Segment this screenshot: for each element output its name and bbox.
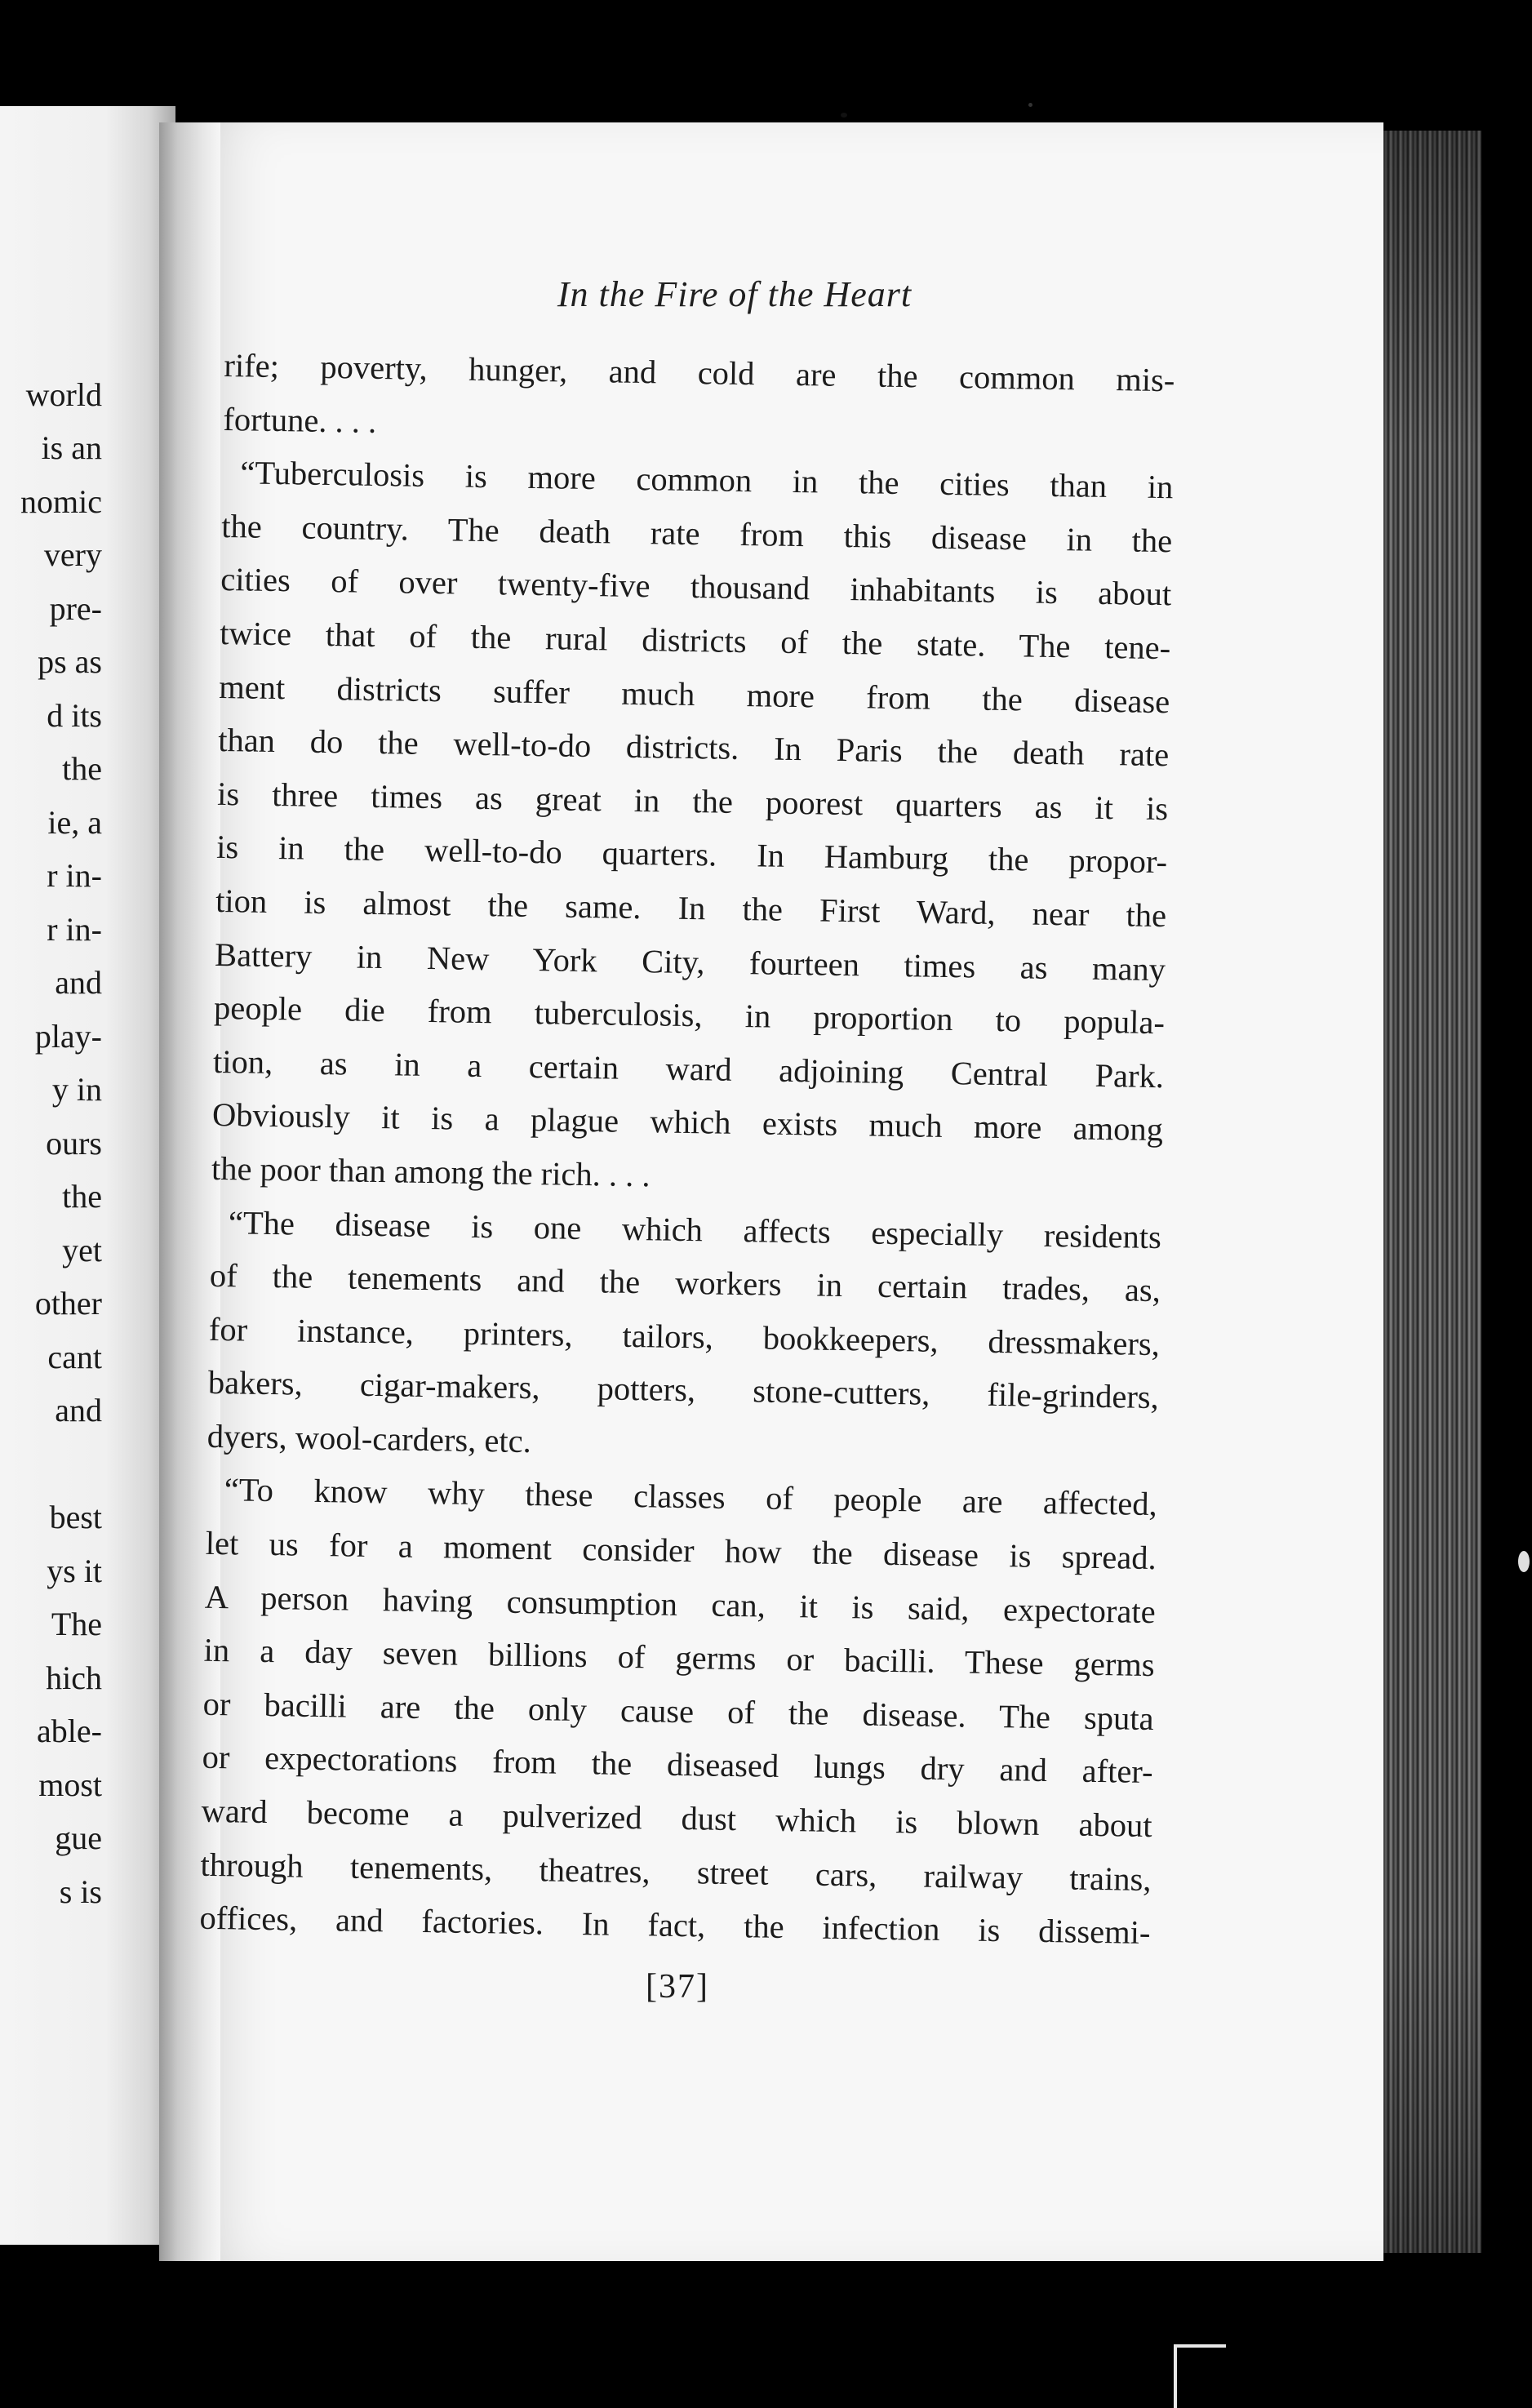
left-line: r in- [47,857,102,894]
text-line: ward become a pulverized dust which is blown about [201,1792,1152,1845]
text-line: than do the well-to-do districts. In Paris the death rate [217,722,1170,774]
text-line: “To know why these classes of people are affected, [224,1471,1158,1523]
scan-corner-mark [1174,2344,1177,2408]
left-line: r in- [47,910,102,948]
text-line: people die from tuberculosis, in proportion to popula- [213,989,1166,1042]
text-line: ment districts suffer much more from the disease [218,668,1170,720]
text-line: dyers, wool-carders, etc. [206,1417,532,1459]
text-line: the country. The death rate from this disease in the [221,507,1173,560]
left-line: d its [47,696,102,734]
scan-corner-mark [1174,2344,1226,2348]
text-line: for instance, printers, tailors, bookkeepers, dressmakers, [208,1310,1161,1362]
text-line: Battery in New York City, fourteen times as many [214,935,1166,988]
left-line: the [62,750,102,787]
left-line: best [49,1499,102,1535]
text-line: in a day seven billions of germs or bacilli. These germs [203,1632,1155,1684]
left-line: play- [34,1017,102,1055]
page-number: [37] [646,1968,709,2006]
left-line: hich [46,1659,102,1696]
body-text [199,339,1175,1960]
text-line: or bacilli are the only cause of the disease. The sputa [202,1685,1154,1737]
left-page-text [0,314,102,1972]
text-line: Obviously it is a plague which exists much more among [211,1096,1164,1148]
scan-dust-mark [1028,103,1032,107]
left-page [0,106,175,2245]
left-line: very [43,536,102,573]
left-line: s is [59,1873,102,1910]
running-head: In the Fire of the Heart [557,274,913,314]
left-line: the [62,1178,102,1215]
left-line: most [38,1766,102,1803]
left-line: gue [55,1819,102,1856]
text-line: cities of over twenty-five thousand inhabitants is about [220,561,1172,613]
text-line: A person having consumption can, it is said, expectorate [204,1578,1157,1630]
left-line: The [51,1606,102,1642]
text-line: is three times as great in the poorest quarters as it is [216,775,1169,827]
text-line: let us for a moment consider how the disease is spread. [205,1524,1157,1577]
text-line: tion, as in a certain ward adjoining Central Park. [212,1042,1165,1095]
scan-dust-mark [841,113,847,118]
text-line: through tenements, theatres, street cars, railway trains, [200,1846,1152,1898]
text-line: “The disease is one which affects especially residents [228,1203,1162,1255]
left-line: other [34,1285,102,1322]
text-line: the poor than among the rich. . . . [211,1149,651,1194]
scan-dust-mark [1518,1551,1530,1572]
text-line: rife; poverty, hunger, and cold are the common mis- [224,346,1175,399]
page-edge-shade [1383,131,1481,2253]
text-line: twice that of the rural districts of the state. The tene- [219,614,1171,667]
text-line: offices, and factories. In fact, the infection is dissemi- [199,1899,1151,1952]
left-line: world [25,375,102,413]
left-line: cant [47,1338,102,1375]
left-line: ie, a [47,803,102,841]
left-line: is an [41,429,102,466]
left-line: y in [51,1071,102,1108]
text-line: or expectorations from the diseased lungs dry and after- [202,1739,1153,1791]
left-line: ps as [38,643,102,680]
text-line: fortune. . . . [223,400,377,440]
text-line: bakers, cigar-makers, potters, stone-cutters, file-grinders, [207,1364,1160,1416]
left-line: nomic [20,482,102,520]
text-line: “Tuberculosis is more common in the cities than in [240,454,1174,506]
text-line: tion is almost the same. In the First Ward, near the [215,882,1167,935]
left-line: and [55,1392,102,1428]
left-line: ys it [47,1552,102,1589]
left-line: yet [62,1231,102,1268]
left-line: and [55,964,102,1001]
left-line: able- [37,1713,102,1749]
text-line: is in the well-to-do quarters. In Hamburg the propor- [215,829,1168,881]
text-line: of the tenements and the workers in certain trades, as, [209,1256,1161,1309]
left-line: pre- [49,589,102,627]
left-line: ours [46,1124,102,1162]
